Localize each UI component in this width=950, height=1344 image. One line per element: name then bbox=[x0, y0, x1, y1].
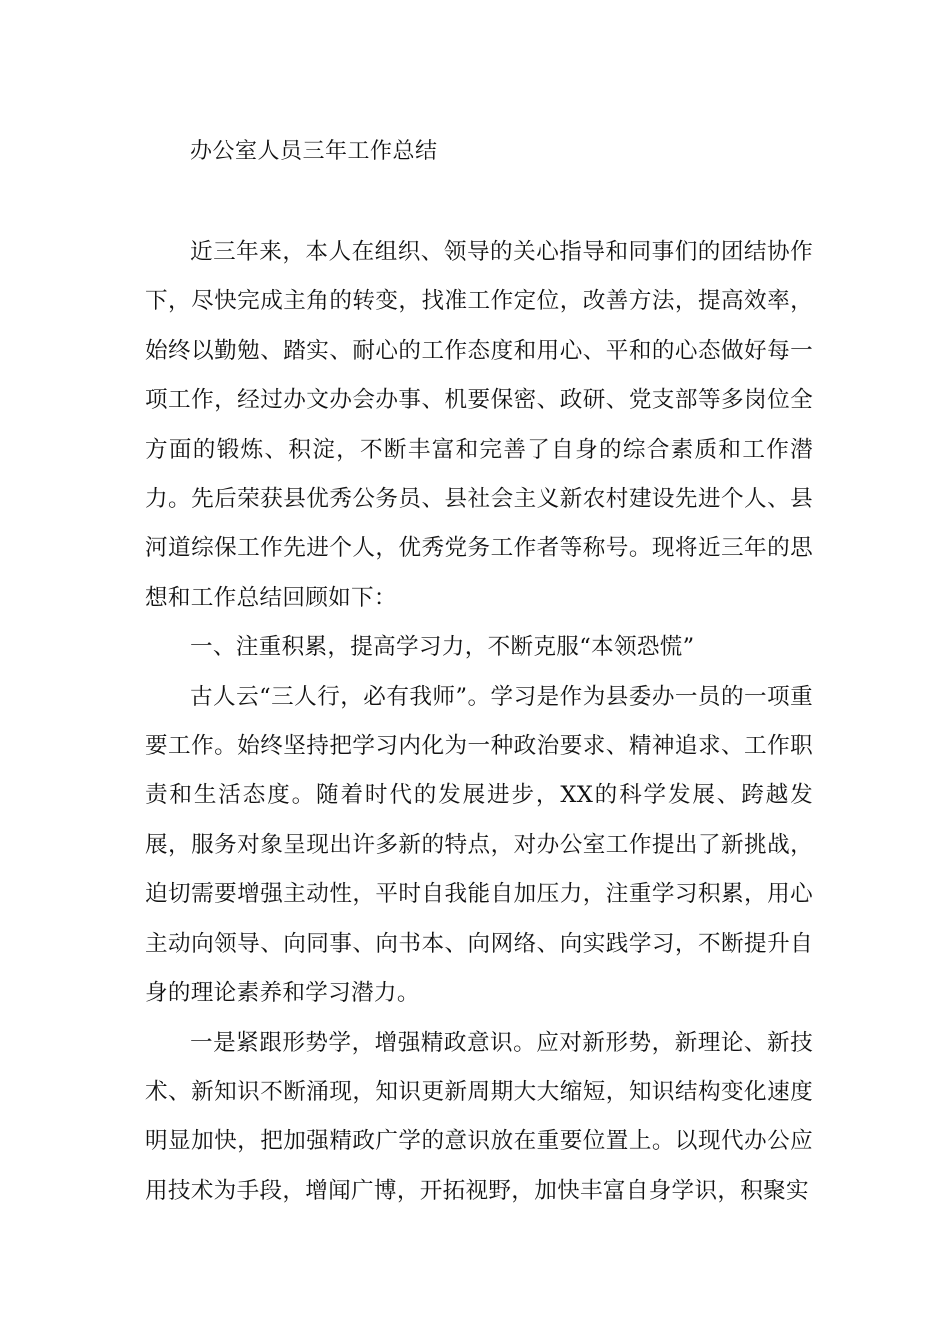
section-heading-1: 一、注重积累，提高学习力，不断克服“本领恐慌” bbox=[190, 634, 695, 661]
document-body bbox=[145, 228, 813, 1216]
paragraph-learning: 古人云“三人行，必有我师”。学习是作为县委办一员的一项重要工作。始终坚持把学习内化为一种政治要求、精神追求、工作职责和生活态度。随着时代的发展进步，XX的科学发展、跨越发展，服务对象呈现出许多新的特点，对办公室工作提出了新挑战，迫切需要增强主动性，平时自我能自加压力，注重学习积累，用心主动向领导、向同事、向书本、向网络、向实践学习，不断提升自身的理论素养和学习潜力。 bbox=[145, 683, 813, 1007]
paragraph-point-1: 一是紧跟形势学，增强精政意识。应对新形势，新理论、新技术、新知识不断涌现，知识更新周期大大缩短，知识结构变化速度明显加快，把加强精政广学的意识放在重要位置上。以现代办公应用技术为手段，增闻广博，开拓视野，加快丰富自身学识，积聚实 bbox=[145, 1029, 813, 1204]
document-title: 办公室人员三年工作总结 bbox=[190, 139, 438, 164]
paragraph-intro: 近三年来，本人在组织、领导的关心指导和同事们的团结协作下，尽快完成主角的转变，找准工作定位，改善方法，提高效率，始终以勤勉、踏实、耐心的工作态度和用心、平和的心态做好每一项工作，经过办文办会办事、机要保密、政研、党支部等多岗位全方面的锻炼、积淀，不断丰富和完善了自身的综合素质和工作潜力。先后荣获县优秀公务员、县社会主义新农村建设先进个人、县河道综保工作先进个人，优秀党务工作者等称号。现将近三年的思想和工作总结回顾如下： bbox=[145, 239, 813, 611]
